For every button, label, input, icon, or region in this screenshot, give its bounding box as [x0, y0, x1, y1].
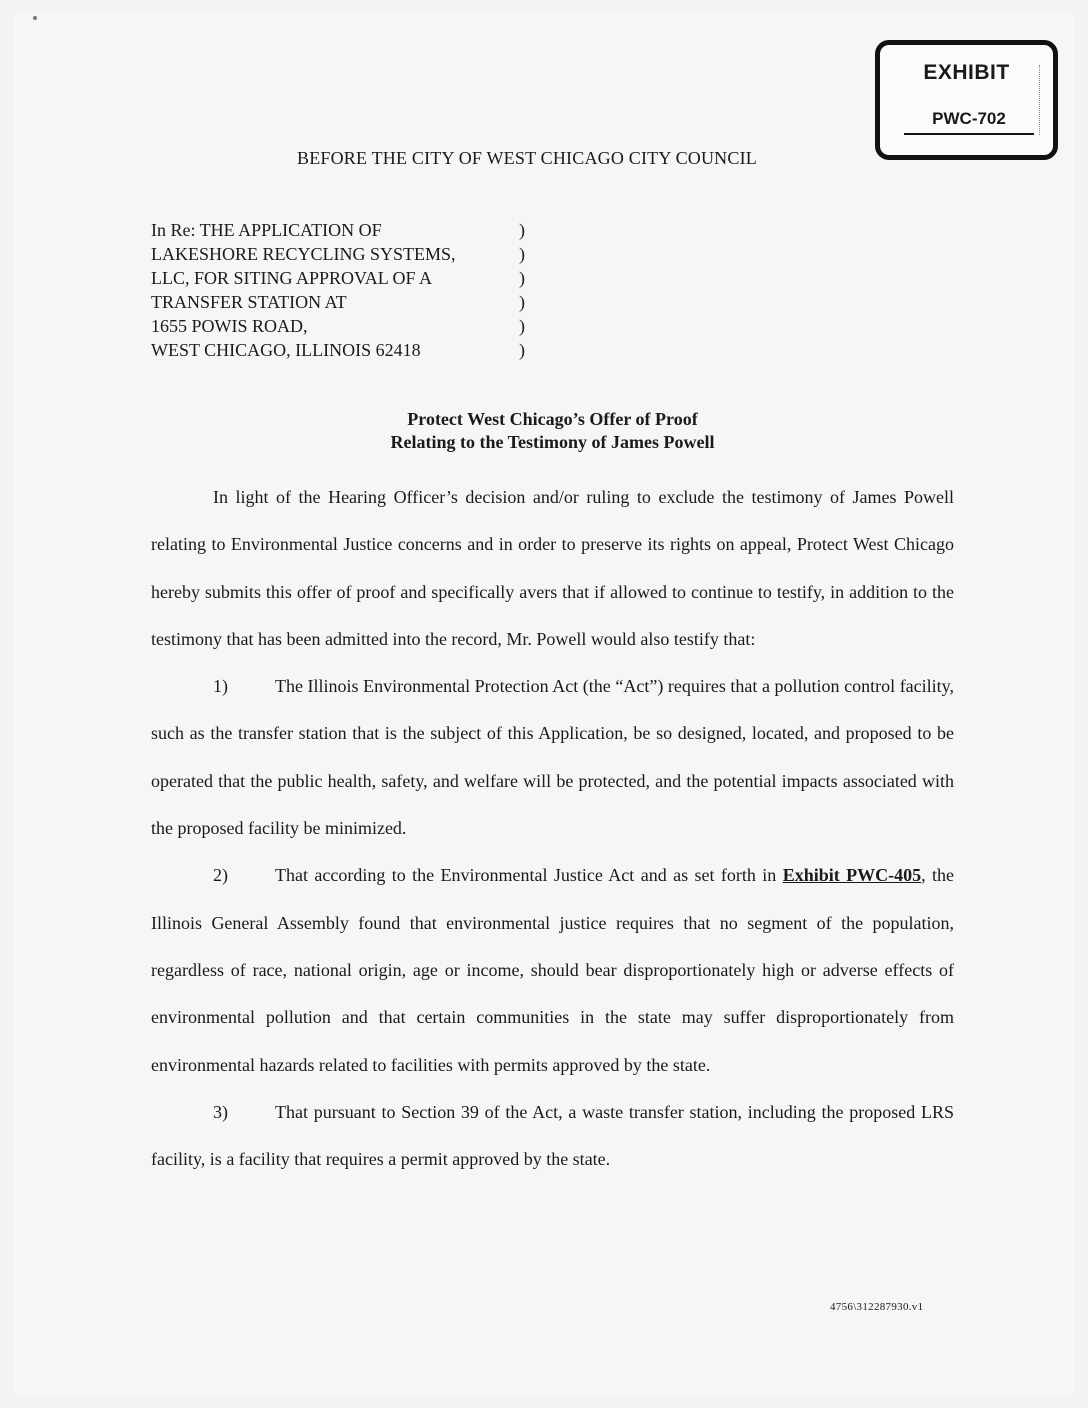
case-row: [151, 290, 539, 314]
paragraph-number: 1): [213, 676, 228, 697]
intro-paragraph: In light of the Hearing Officer’s decision and/or ruling to exclude the testimony of James Powell relating to Environmental Justice concerns and in order to preserve its rights on appeal, Protect West Chicago hereby submits this offer of proof and specifically avers that if allowed to continue to testify, in addition to the testimony that has been admitted into the record, Mr. Powell would also testify that:: [151, 487, 954, 649]
paragraph-text: That pursuant to Section 39 of the Act, a waste transfer station, including the proposed LRS facility, is a facility that requires a permit approved by the state.: [151, 1101, 954, 1170]
case-paren: ): [519, 220, 525, 240]
case-line: In Re: THE APPLICATION OF: [151, 220, 382, 240]
case-line: TRANSFER STATION AT: [151, 292, 347, 312]
paragraph-number: 3): [213, 1101, 228, 1122]
paragraph-number: 2): [213, 865, 228, 886]
exhibit-label: EXHIBIT: [923, 61, 1010, 84]
paragraph-text: That according to the Environmental Justice Act and as set forth in: [275, 865, 783, 886]
exhibit-number: PWC-702: [904, 109, 1034, 135]
paragraph-text: The Illinois Environmental Protection Act (the “Act”) requires that a pollution control facility, such as the transfer station that is the subject of this Application, be so designed, located, and proposed to be operated that the public health, safety, and welfare will be protected, and the potential impacts associated with the proposed facility be minimized.: [151, 676, 954, 839]
case-row: [151, 242, 539, 266]
case-row: [151, 266, 539, 290]
paragraph-2: [151, 852, 954, 1088]
stamp-vertical-mark: [1039, 65, 1047, 135]
paragraph-text: , the Illinois General Assembly found that environmental justice requires that no segment of the population, regardless of race, national origin, age or income, should bear disproportionately high or adverse effects of environmental pollution and that certain communities in the state may suffer disproportionately from environmental hazards related to facilities with permits approved by the state.: [151, 865, 955, 1075]
paragraph-3: [151, 1089, 954, 1184]
exhibit-reference: Exhibit PWC-405: [782, 865, 922, 886]
case-row: [151, 218, 539, 242]
case-paren: ): [519, 292, 525, 312]
scan-speck: [33, 16, 37, 20]
title-line-1: Protect West Chicago’s Offer of Proof: [407, 409, 698, 429]
paragraph-1: [151, 663, 954, 852]
document-body: [151, 474, 954, 1183]
case-row: [151, 338, 539, 362]
case-paren: ): [519, 268, 525, 288]
document-title: [150, 408, 955, 454]
exhibit-stamp: [875, 40, 1058, 160]
caption-heading: BEFORE THE CITY OF WEST CHICAGO CITY COUNCIL: [297, 148, 757, 168]
case-paren: ): [519, 316, 525, 336]
case-row: [151, 314, 539, 338]
case-line: LLC, FOR SITING APPROVAL OF A: [151, 268, 433, 288]
case-line: WEST CHICAGO, ILLINOIS 62418: [151, 340, 421, 360]
document-id-footer: 4756\312287930.v1: [830, 1301, 924, 1313]
title-line-2: Relating to the Testimony of James Powell: [390, 432, 715, 452]
case-paren: ): [519, 340, 525, 360]
case-line: 1655 POWIS ROAD,: [151, 316, 308, 336]
case-line: LAKESHORE RECYCLING SYSTEMS,: [151, 244, 456, 264]
case-caption: [151, 218, 539, 362]
case-paren: ): [519, 244, 525, 264]
